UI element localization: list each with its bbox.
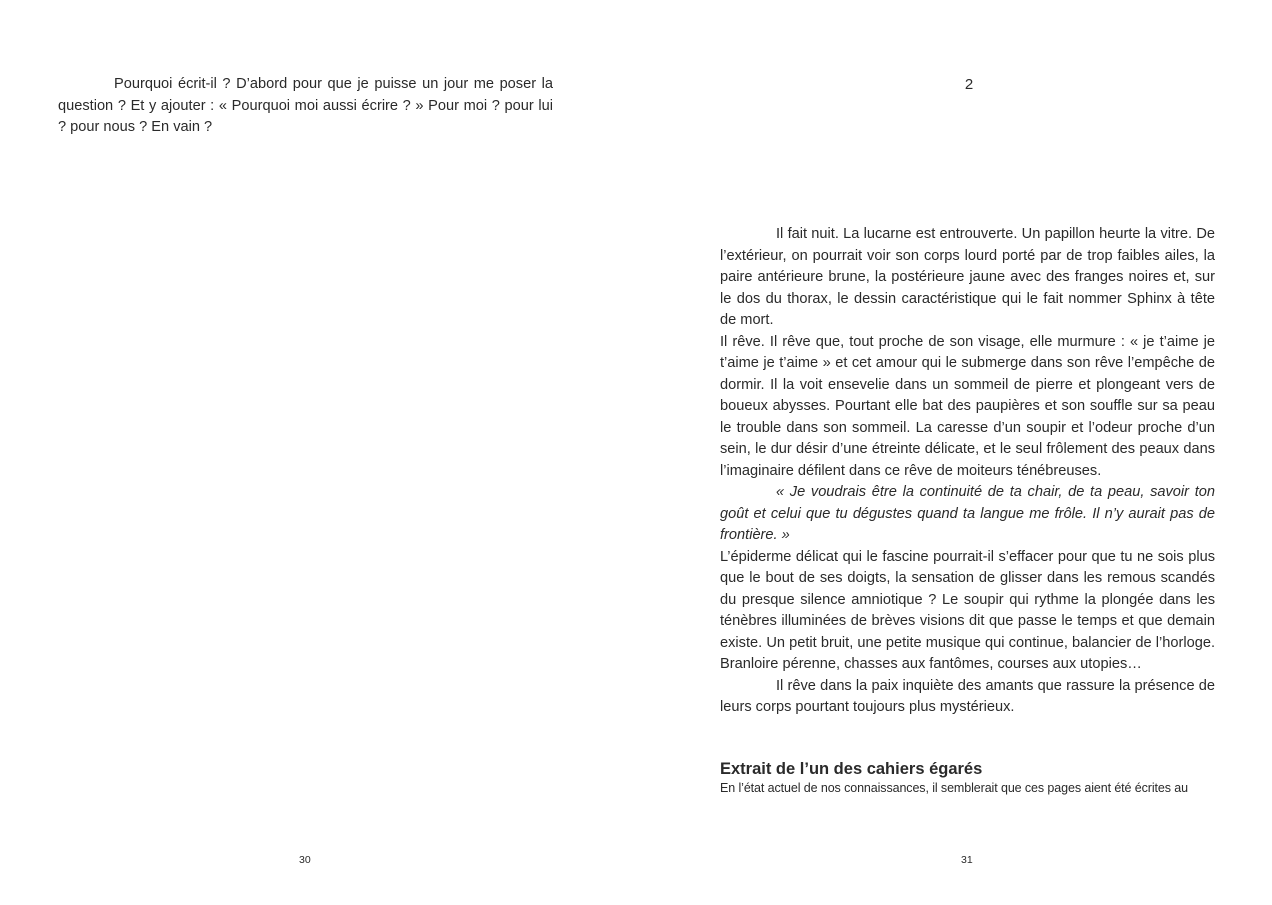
right-page — [636, 0, 1272, 905]
section-lead-text: En l’état actuel de nos connaissances, il semblerait que ces pages aient été écrites au — [720, 781, 1188, 795]
left-page-text — [58, 74, 553, 139]
paragraph-dream: Il rêve. Il rêve que, tout proche de son visage, elle murmure : « je t’aime je t’aime je t’aime » et cet amour qui le submerge dans son rêve l’empêche de dormir. Il la voit ensevelie dans un sommeil de pierre et plongeant vers de boueux abysses. Pourtant elle bat des paupières et son souffle sur sa peau le trouble dans son sommeil. La caresse d’un soupir et l’odeur proche d’un sein, le dur désir d’une étreinte délicate, et le seul frôlement des peaux dans l’imaginaire défilent dans ce rêve de moiteurs ténébreuses. — [720, 333, 1215, 479]
left-paragraph: Pourquoi écrit-il ? D’abord pour que je puisse un jour me poser la question ? Et y ajouter : « Pourquoi moi aussi écrire ? » Pour moi ? pour lui ? pour nous ? En vain ? — [58, 76, 553, 135]
section-title: Extrait de l’un des cahiers égarés — [720, 760, 983, 778]
paragraph-night: Il fait nuit. La lucarne est entrouverte. Un papillon heurte la vitre. De l’extérieur, on pourrait voir son corps lourd porté par de trop faibles ailes, la paire antérieure brune, la postérieure jaune avec des franges noires et, sur le dos du thorax, le dessin caractéristique qui le fait nommer Sphinx à tête de mort. — [720, 226, 1215, 328]
page-number-left: 30 — [299, 854, 311, 866]
paragraph-quote: « Je voudrais être la continuité de ta chair, de ta peau, savoir ton goût et celui que tu dégustes quand ta langue me frôle. Il n’y aurait pas de frontière. » — [720, 484, 1215, 543]
paragraph-lovers: Il rêve dans la paix inquiète des amants que rassure la présence de leurs corps pourtant toujours plus mystérieux. — [720, 677, 1215, 715]
section-excerpt — [720, 758, 1215, 796]
paragraph-epidermis: L’épiderme délicat qui le fascine pourrait-il s’effacer pour que tu ne sois plus que le bout de ses doigts, la sensation de glisser dans les remous scandés du presque silence amniotique ? Le soupir qui rythme la plongée dans les ténèbres illuminées de brèves visions dit que passe le temps et que demain existe. Un petit bruit, une petite musique qui continue, balancier de l’horloge. Branloire pérenne, chasses aux fantômes, courses aux utopies… — [720, 548, 1215, 672]
chapter-number: 2 — [964, 76, 974, 93]
right-page-text — [720, 224, 1215, 719]
page-number-right: 31 — [961, 854, 973, 866]
